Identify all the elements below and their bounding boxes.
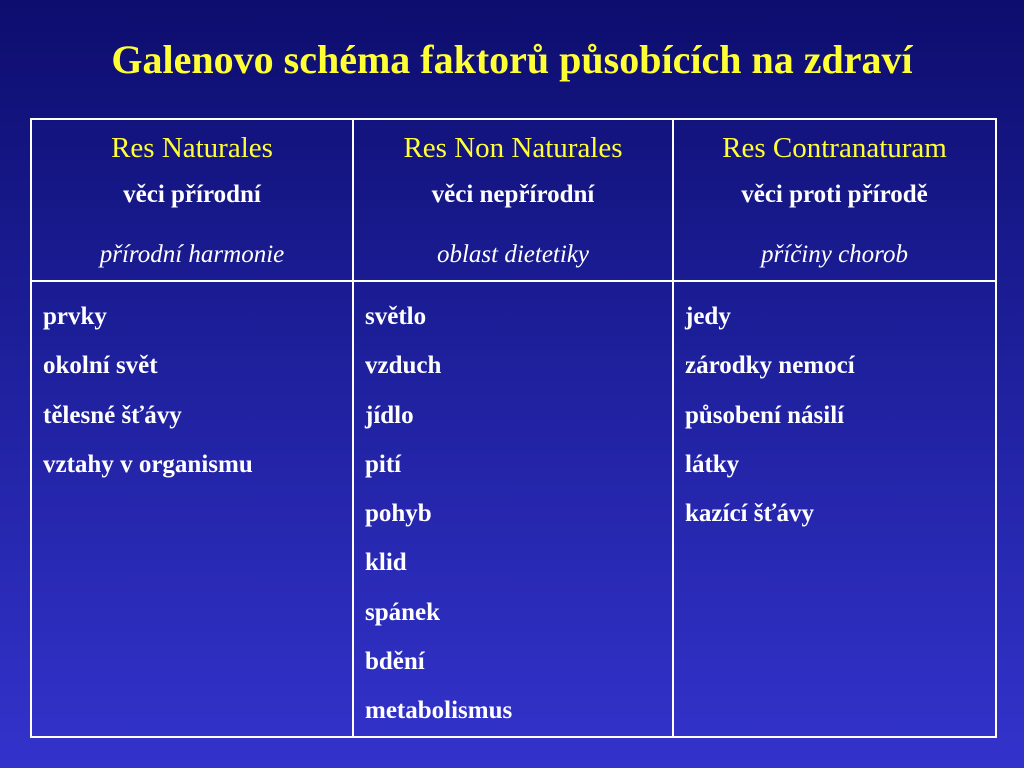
list-item: klid — [365, 549, 407, 577]
table-header-row — [31, 119, 996, 281]
list-item: kazící šťávy — [685, 500, 814, 528]
list-item: zárodky nemocí — [685, 352, 855, 380]
item-list — [32, 282, 352, 489]
column-items-res-contranaturam — [673, 281, 996, 737]
column-header-res-contranaturam — [673, 119, 996, 281]
list-item: tělesné šťávy — [43, 401, 182, 429]
list-item: pohyb — [365, 500, 432, 528]
column-name: Res Naturales — [111, 132, 273, 164]
column-subtitle: věci nepřírodní — [431, 181, 595, 208]
item-list — [674, 282, 995, 538]
list-item: působení násilí — [685, 401, 845, 429]
list-item: spánek — [365, 598, 441, 626]
list-item: vztahy v organismu — [43, 450, 253, 478]
column-note: oblast dietetiky — [436, 241, 590, 268]
list-item: vzduch — [365, 352, 442, 380]
column-note: příčiny chorob — [761, 241, 908, 268]
column-note: přírodní harmonie — [99, 241, 285, 268]
list-item: jídlo — [365, 401, 414, 429]
list-item: prvky — [43, 303, 107, 330]
list-item: bdění — [365, 648, 425, 676]
list-item: světlo — [365, 303, 427, 330]
column-header-res-non-naturales — [353, 119, 673, 281]
list-item: pití — [365, 450, 402, 478]
list-item: jedy — [685, 303, 731, 330]
list-item: okolní svět — [43, 352, 158, 380]
column-subtitle: věci přírodní — [123, 181, 261, 208]
column-header-res-naturales — [31, 119, 353, 281]
item-list — [354, 282, 672, 736]
column-subtitle: věci proti přírodě — [741, 181, 928, 208]
table-body-row — [31, 281, 996, 737]
column-name: Res Non Naturales — [403, 132, 623, 164]
column-items-res-non-naturales — [353, 281, 673, 737]
list-item: metabolismus — [365, 697, 513, 725]
column-name: Res Contranaturam — [722, 132, 947, 164]
factors-table — [30, 118, 997, 738]
column-items-res-naturales — [31, 281, 353, 737]
slide-title: Galenovo schéma faktorů působících na zdraví — [111, 37, 913, 82]
list-item: látky — [685, 450, 740, 478]
